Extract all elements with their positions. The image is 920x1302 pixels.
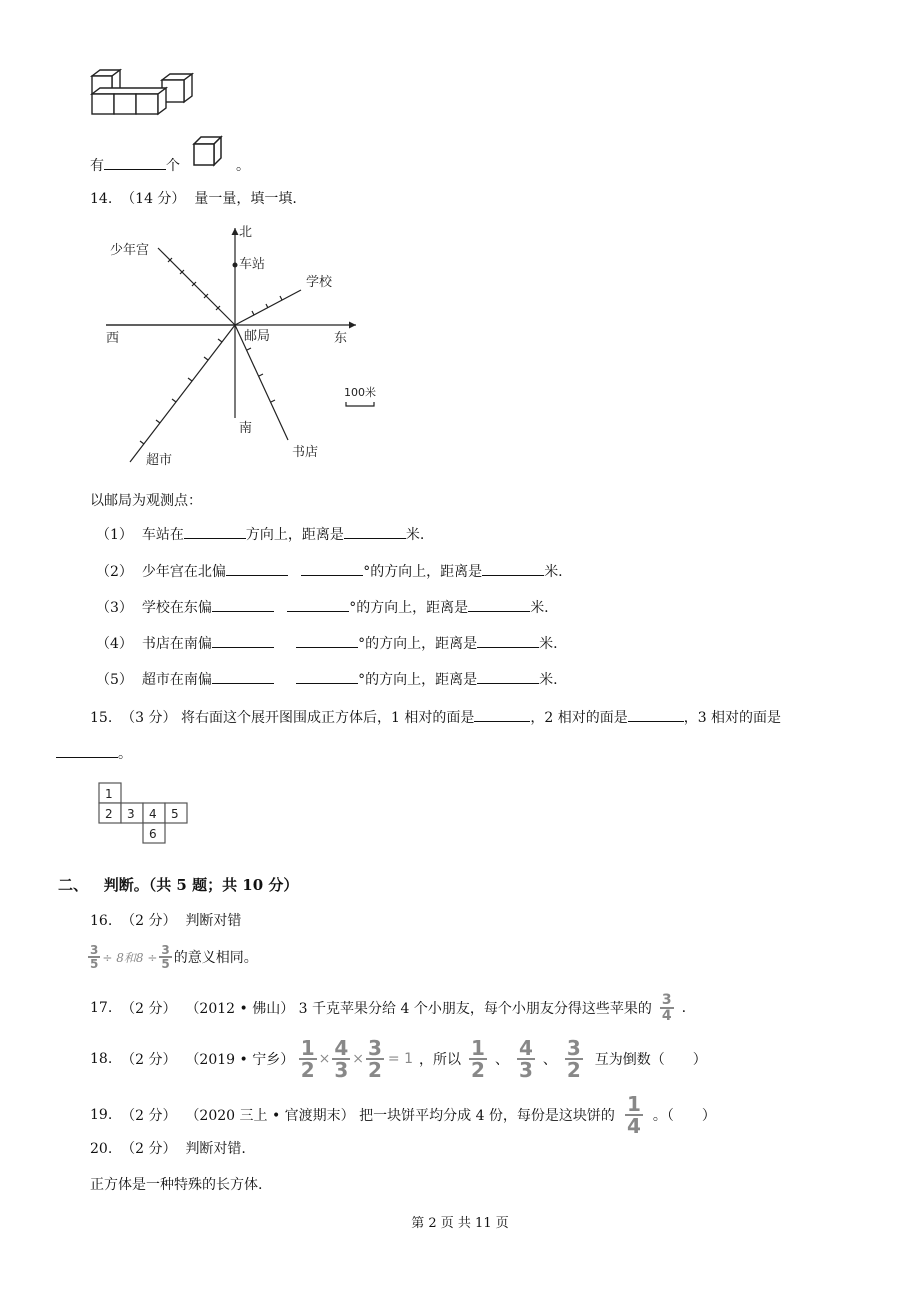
q19-line: 19. （2 分） （2020 三上 • 官渡期末） 把一块饼平均分成 4 份，每份是这块饼的 $\frac{1}{4}$ 。（ ） [90,1092,716,1138]
q14-item-3: （3） 学校在东偏 °的方向上，距离是 米. [96,597,549,617]
stacked-cubes-figure [88,66,206,120]
cube-net-figure [96,780,196,850]
q15-line2: 。 [56,743,132,763]
q14-lead: 以邮局为观测点： [90,493,202,509]
section-2-heading: 二、 判断。（共 5 题；共 10 分） [58,876,299,894]
bookstore-label: 书店 [292,445,319,460]
south-label: 南 [239,421,253,436]
station-dot [233,263,238,268]
net-cell-3: 3 [127,807,135,821]
market-label: 超市 [146,453,173,468]
net-cell-6: 6 [149,827,157,841]
q14-item-1: （1） 车站在 方向上，距离是 米. [96,524,424,544]
school-label: 学校 [306,275,333,290]
q13-answer-line: 有 个 [90,155,180,175]
q14-header: 14. （14 分） 量一量，填一填. [90,191,297,207]
net-cell-1: 1 [105,787,113,801]
east-label: 东 [334,331,348,346]
ray-palace [158,248,235,325]
net-cell-5: 5 [171,807,179,821]
page-footer: 第 2 页 共 11 页 [411,1216,509,1231]
north-label: 北 [239,225,253,240]
q16-header: 16. （2 分） 判断对错 [90,913,242,929]
q14-item-2: （2） 少年宫在北偏 °的方向上，距离是 米. [96,561,563,581]
q15-line1: 15. （3 分） 将右面这个展开图围成正方体后，1 相对的面是 ，2 相对的面是 ，3 相对的面是 [90,707,781,727]
q18-line: 18. （2 分） （2019 • 宁乡） $\frac{1}{2}$ × $\frac{4}{3}$ × $\frac{3}{2}$ = 1 ，所以 $\frac{1}{2}$ 、 $\frac{4}{3}$ 、 $\frac{3}{2}$ 互为倒数（ ） [90,1036,707,1082]
q20-header: 20. （2 分） 判断对错. [90,1141,246,1157]
unit-cube-icon [190,134,226,168]
q20-statement: 正方体是一种特殊的长方体. [90,1177,263,1193]
west-label: 西 [106,331,120,346]
net-cell-2: 2 [105,807,113,821]
q13-blank[interactable] [104,155,166,170]
q14-item-5: （5） 超市在南偏 °的方向上，距离是 米. [96,669,558,689]
q14-item-4: （4） 书店在南偏 °的方向上，距离是 米. [96,633,558,653]
ray-market [130,325,235,462]
q13-end: 。 [236,158,250,174]
palace-label: 少年宫 [110,243,150,258]
direction-map [96,218,376,470]
net-cell-4: 4 [149,807,157,821]
scale-label: 100米 [344,386,376,399]
q16-expression: $\frac{3}{5}$ ÷ 8和8 ÷ $\frac{3}{5}$ 的意义相同。 [90,943,258,971]
station-label: 车站 [239,257,266,272]
q17-line: 17. （2 分） （2012 • 佛山） 3 千克苹果分给 4 个小朋友，每个小朋友分得这些苹果的 $\frac{3}{4}$ . [90,992,687,1024]
center-label: 邮局 [244,329,271,344]
